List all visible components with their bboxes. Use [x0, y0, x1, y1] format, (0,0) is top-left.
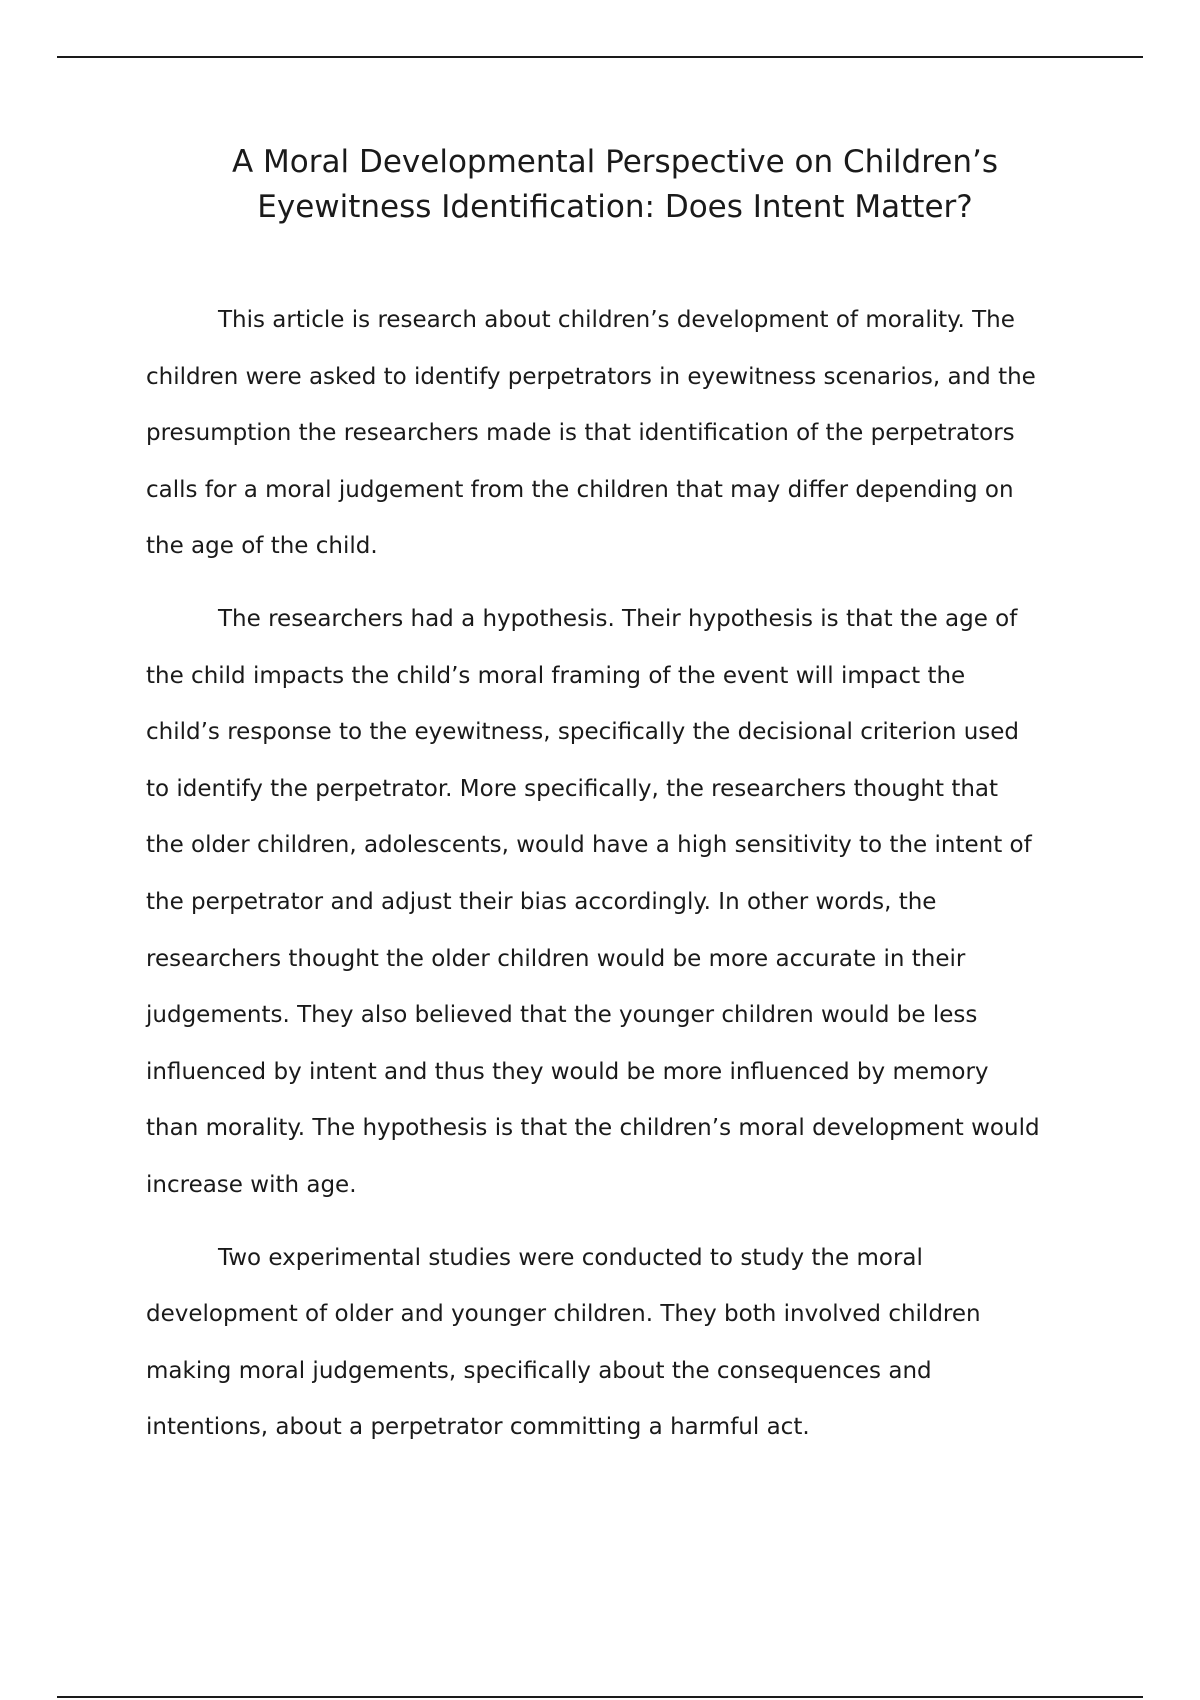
text-line: the child impacts the child’s moral framing of the event will impact the: [146, 662, 966, 689]
text-line: calls for a moral judgement from the children that may differ depending on: [146, 476, 1014, 503]
text-line: Two experimental studies were conducted to study the moral: [218, 1244, 923, 1271]
page-title: [145, 140, 1085, 230]
text-line: presumption the researchers made is that identification of the perpetrators: [146, 420, 1015, 447]
text-line: the older children, adolescents, would have a high sensitivity to the intent of: [146, 832, 1032, 859]
paragraph: [146, 591, 1096, 1214]
paragraph: [146, 292, 1096, 575]
text-line: than morality. The hypothesis is that the children’s moral development would: [146, 1115, 1040, 1142]
text-line: making moral judgements, specifically about the consequences and: [146, 1357, 932, 1384]
text-line: judgements. They also believed that the younger children would be less: [146, 1002, 978, 1029]
top-rule: [57, 56, 1143, 58]
text-line: the age of the child.: [146, 533, 378, 560]
document-body: [146, 292, 1096, 1472]
text-line: the perpetrator and adjust their bias accordingly. In other words, the: [146, 888, 937, 915]
text-line: intentions, about a perpetrator committing a harmful act.: [146, 1414, 810, 1441]
bottom-rule: [57, 1696, 1143, 1698]
text-line: to identify the perpetrator. More specifically, the researchers thought that: [146, 775, 999, 802]
text-line: children were asked to identify perpetrators in eyewitness scenarios, and the: [146, 363, 1036, 390]
text-line: The researchers had a hypothesis. Their hypothesis is that the age of: [218, 605, 1018, 632]
text-line: child’s response to the eyewitness, specifically the decisional criterion used: [146, 719, 1020, 746]
text-line: This article is research about children’s development of morality. The: [218, 307, 1015, 333]
title-line: A Moral Developmental Perspective on Children’s: [232, 144, 998, 180]
text-line: development of older and younger children. They both involved children: [146, 1301, 981, 1328]
title-line: Eyewitness Identification: Does Intent Matter?: [257, 189, 973, 225]
text-line: increase with age.: [146, 1171, 357, 1198]
paragraph: [146, 1230, 1096, 1456]
text-line: influenced by intent and thus they would be more influenced by memory: [146, 1058, 989, 1085]
text-line: researchers thought the older children would be more accurate in their: [146, 945, 966, 972]
